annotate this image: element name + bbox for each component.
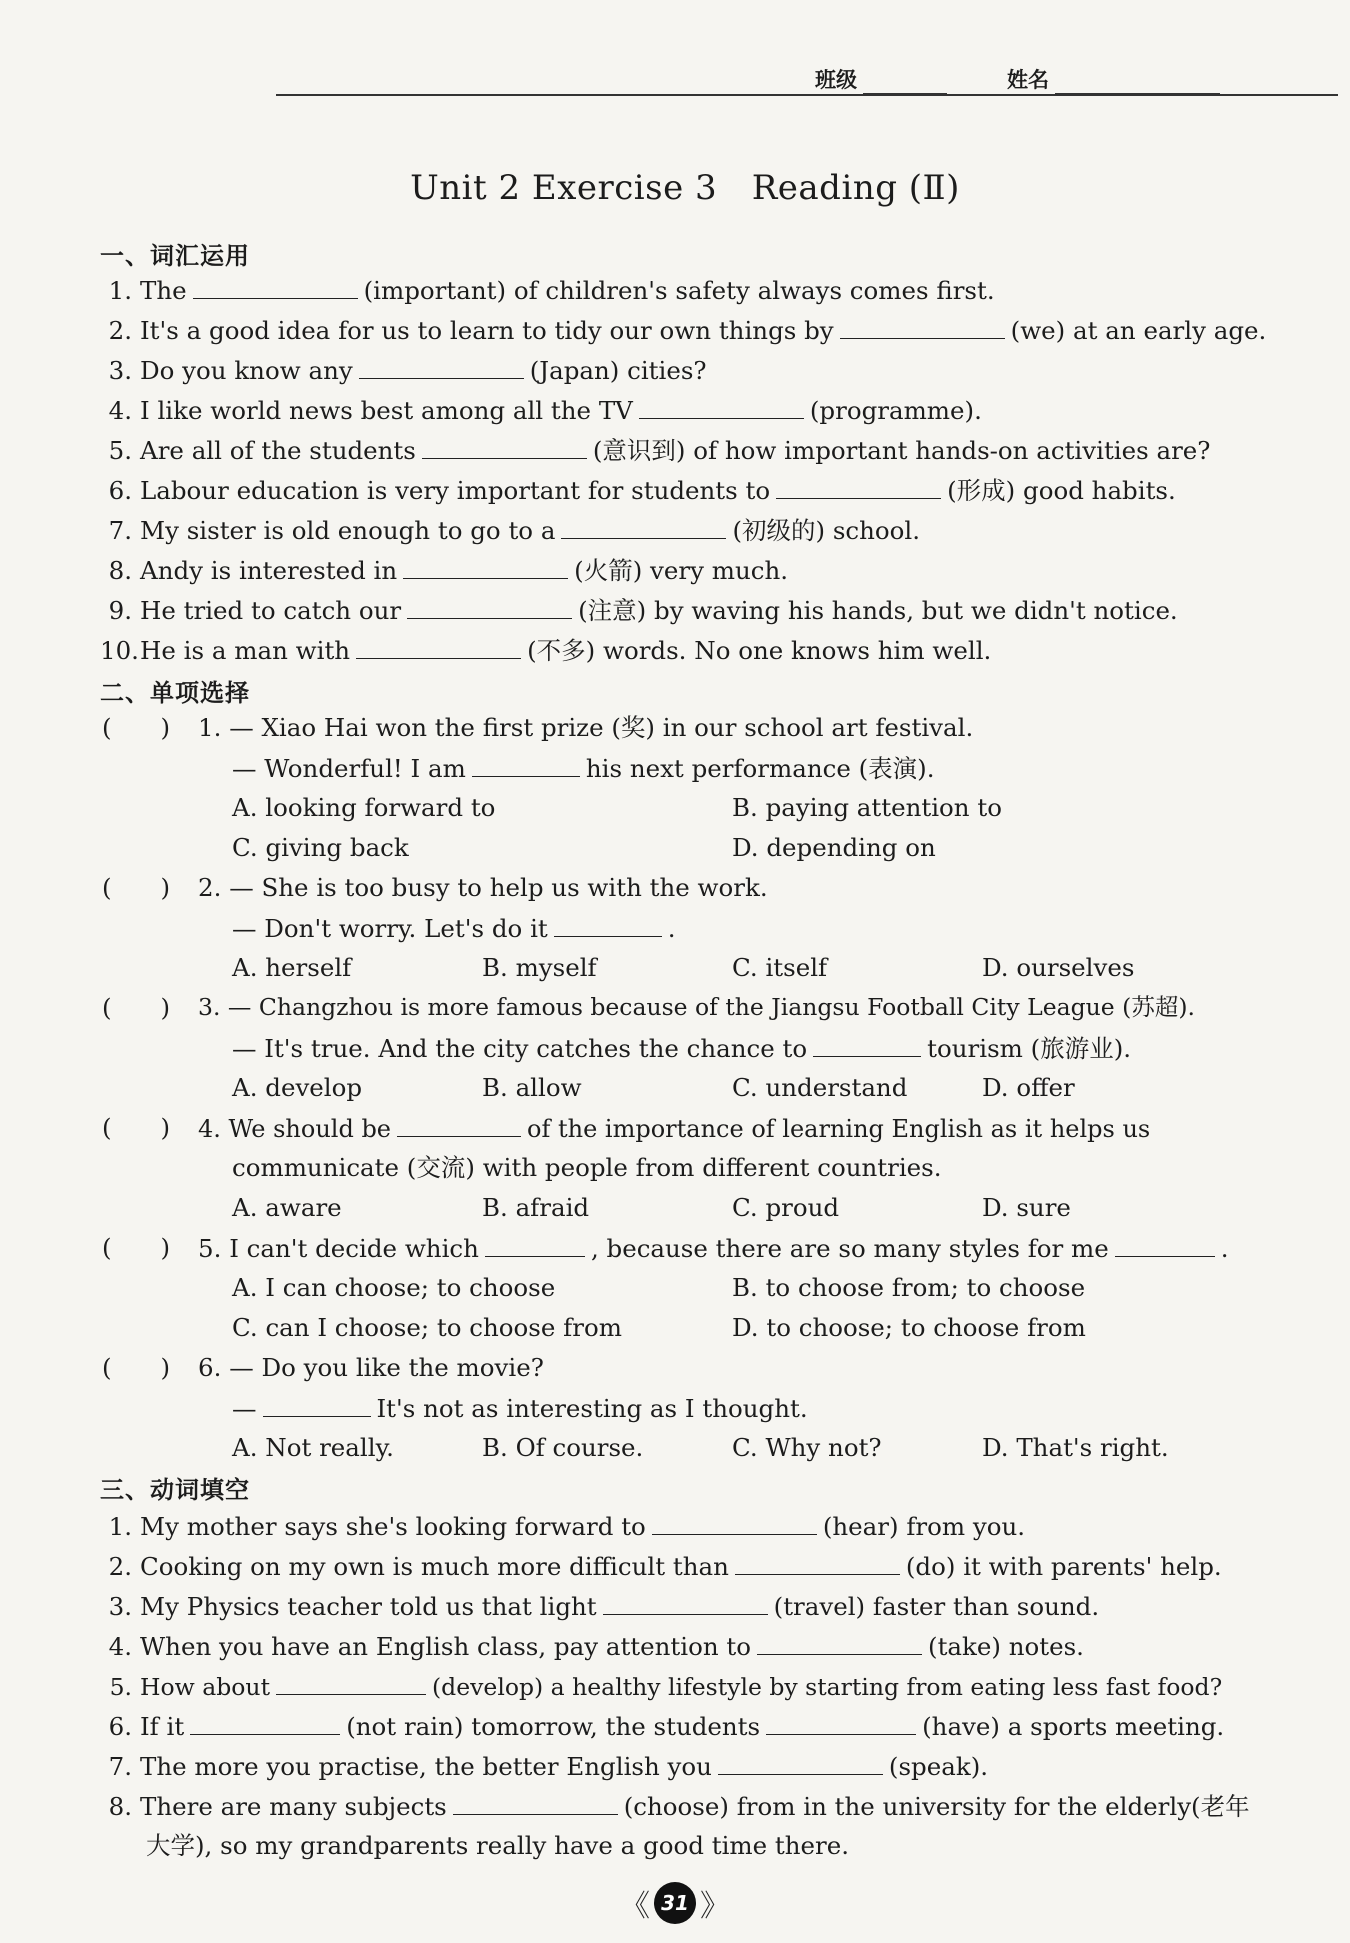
answer-blank[interactable] — [561, 518, 726, 539]
answer-blank[interactable] — [813, 1036, 921, 1057]
vocab-item-8: 8. Andy is interested in (火箭) very much. — [108, 556, 789, 585]
answer-blank[interactable] — [422, 438, 587, 459]
answer-blank[interactable] — [403, 558, 568, 579]
mcq-5-line1: 5. I can't decide which , because there are so many styles for me . — [198, 1234, 1229, 1263]
answer-blank[interactable] — [718, 1754, 883, 1775]
mcq-2-line1: 2. — She is too busy to help us with the work. — [198, 873, 768, 902]
verb-item-4: 4. When you have an English class, pay attention to (take) notes. — [108, 1632, 1084, 1661]
vocab-item-4: 4. I like world news best among all the TV (programme). — [108, 396, 982, 425]
verb-item-3: 3. My Physics teacher told us that light (travel) faster than sound. — [108, 1592, 1100, 1621]
mcq-4-line2: communicate (交流) with people from different countries. — [232, 1153, 942, 1182]
mcq-5-option-a[interactable]: A. I can choose; to choose — [232, 1273, 556, 1302]
left-chevron-icon: 《 — [620, 1889, 650, 1924]
mcq-4-option-b[interactable]: B. afraid — [482, 1193, 590, 1222]
answer-paren-6[interactable]: ( ) — [102, 1353, 171, 1382]
verb-item-8-continued: 大学), so my grandparents really have a good time there. — [146, 1831, 850, 1860]
mcq-2-line2: — Don't worry. Let's do it . — [232, 914, 676, 943]
answer-paren-2[interactable]: ( ) — [102, 873, 171, 902]
page-number: 31 — [654, 1882, 696, 1924]
mcq-2-option-d[interactable]: D. ourselves — [982, 953, 1135, 982]
mcq-6-line1: 6. — Do you like the movie? — [198, 1353, 544, 1382]
page-title: Unit 2 Exercise 3 Reading (Ⅱ) — [410, 168, 960, 208]
page-number-badge — [610, 1880, 740, 1926]
mcq-2-option-b[interactable]: B. myself — [482, 953, 597, 982]
mcq-6-option-c[interactable]: C. Why not? — [732, 1433, 882, 1462]
answer-blank[interactable] — [652, 1514, 817, 1535]
mcq-5-option-b[interactable]: B. to choose from; to choose — [732, 1273, 1086, 1302]
mcq-3-option-c[interactable]: C. understand — [732, 1073, 908, 1102]
mcq-3-option-b[interactable]: B. allow — [482, 1073, 582, 1102]
answer-paren-4[interactable]: ( ) — [102, 1113, 171, 1142]
answer-blank[interactable] — [766, 1714, 916, 1735]
answer-blank[interactable] — [776, 478, 941, 499]
mcq-3-option-d[interactable]: D. offer — [982, 1073, 1075, 1102]
vocab-item-1: 1. The (important) of children's safety always comes first. — [108, 276, 995, 305]
answer-blank[interactable] — [603, 1594, 768, 1615]
mcq-2-option-c[interactable]: C. itself — [732, 953, 828, 982]
name-label: 姓名 — [1007, 68, 1049, 92]
verb-item-5: 5. How about (develop) a healthy lifestyle by starting from eating less fast food? — [109, 1673, 1223, 1701]
verb-item-2: 2. Cooking on my own is much more difficult than (do) it with parents' help. — [108, 1552, 1222, 1581]
vocab-item-6: 6. Labour education is very important for students to (形成) good habits. — [108, 476, 1176, 505]
mcq-1-line2: — Wonderful! I am his next performance (表演). — [232, 754, 935, 783]
mcq-1-option-a[interactable]: A. looking forward to — [232, 793, 496, 822]
mcq-6-option-b[interactable]: B. Of course. — [482, 1433, 644, 1462]
mcq-6-line2: — It's not as interesting as I thought. — [232, 1394, 808, 1423]
answer-blank[interactable] — [485, 1236, 585, 1257]
answer-blank[interactable] — [407, 598, 572, 619]
mcq-1-option-b[interactable]: B. paying attention to — [732, 793, 1002, 822]
answer-blank[interactable] — [276, 1674, 426, 1695]
mcq-6-option-a[interactable]: A. Not really. — [232, 1433, 394, 1462]
mcq-4-option-a[interactable]: A. aware — [232, 1193, 342, 1222]
verb-item-7: 7. The more you practise, the better English you (speak). — [108, 1752, 989, 1781]
vocab-item-5: 5. Are all of the students (意识到) of how important hands-on activities are? — [108, 436, 1211, 465]
answer-blank[interactable] — [359, 358, 524, 379]
vocab-item-7: 7. My sister is old enough to go to a (初级的) school. — [108, 516, 921, 545]
mcq-6-option-d[interactable]: D. That's right. — [982, 1433, 1169, 1462]
class-label: 班级 — [815, 68, 857, 92]
class-field[interactable] — [863, 67, 947, 94]
verb-item-6: 6. If it (not rain) tomorrow, the students (have) a sports meeting. — [108, 1712, 1225, 1741]
mcq-1-line1: 1. — Xiao Hai won the first prize (奖) in our school art festival. — [198, 713, 974, 742]
answer-blank[interactable] — [554, 916, 662, 937]
answer-blank[interactable] — [453, 1794, 618, 1815]
header-fields — [815, 60, 1220, 94]
section1-title: 一、词汇运用 — [100, 242, 250, 270]
header-divider — [276, 94, 1338, 96]
answer-paren-3[interactable]: ( ) — [102, 993, 171, 1022]
answer-paren-5[interactable]: ( ) — [102, 1233, 171, 1262]
mcq-1-option-d[interactable]: D. depending on — [732, 833, 936, 862]
answer-blank[interactable] — [472, 756, 580, 777]
answer-paren-1[interactable]: ( ) — [102, 713, 171, 742]
answer-blank[interactable] — [190, 1714, 340, 1735]
answer-blank[interactable] — [1115, 1236, 1215, 1257]
mcq-4-line1: 4. We should be of the importance of learning English as it helps us — [198, 1115, 1151, 1143]
mcq-3-line2: — It's true. And the city catches the chance to tourism (旅游业). — [232, 1034, 1132, 1063]
vocab-item-9: 9. He tried to catch our (注意) by waving his hands, but we didn't notice. — [108, 596, 1178, 625]
answer-blank[interactable] — [263, 1396, 371, 1417]
mcq-4-option-c[interactable]: C. proud — [732, 1193, 840, 1222]
name-field[interactable] — [1055, 67, 1220, 94]
vocab-item-3: 3. Do you know any (Japan) cities? — [108, 356, 707, 385]
mcq-3-option-a[interactable]: A. develop — [232, 1073, 363, 1102]
verb-item-8: 8. There are many subjects (choose) from in the university for the elderly(老年 — [108, 1792, 1250, 1821]
answer-blank[interactable] — [840, 318, 1005, 339]
section2-title: 二、单项选择 — [100, 679, 250, 707]
mcq-3-line1: 3. — Changzhou is more famous because of the Jiangsu Football City League (苏超). — [198, 993, 1195, 1021]
vocab-item-2: 2. It's a good idea for us to learn to tidy our own things by (we) at an early age. — [108, 316, 1267, 345]
section3-title: 三、动词填空 — [100, 1476, 250, 1504]
answer-blank[interactable] — [193, 278, 358, 299]
answer-blank[interactable] — [397, 1116, 521, 1137]
mcq-5-option-d[interactable]: D. to choose; to choose from — [732, 1313, 1086, 1342]
right-chevron-icon: 》 — [700, 1889, 730, 1924]
mcq-1-option-c[interactable]: C. giving back — [232, 833, 409, 862]
answer-blank[interactable] — [735, 1554, 900, 1575]
mcq-5-option-c[interactable]: C. can I choose; to choose from — [232, 1313, 622, 1342]
answer-blank[interactable] — [639, 398, 804, 419]
mcq-2-option-a[interactable]: A. herself — [232, 953, 352, 982]
answer-blank[interactable] — [757, 1634, 922, 1655]
mcq-4-option-d[interactable]: D. sure — [982, 1193, 1071, 1222]
verb-item-1: 1. My mother says she's looking forward to (hear) from you. — [108, 1512, 1026, 1541]
answer-blank[interactable] — [356, 638, 521, 659]
vocab-item-10: 10.He is a man with (不多) words. No one knows him well. — [100, 636, 992, 665]
